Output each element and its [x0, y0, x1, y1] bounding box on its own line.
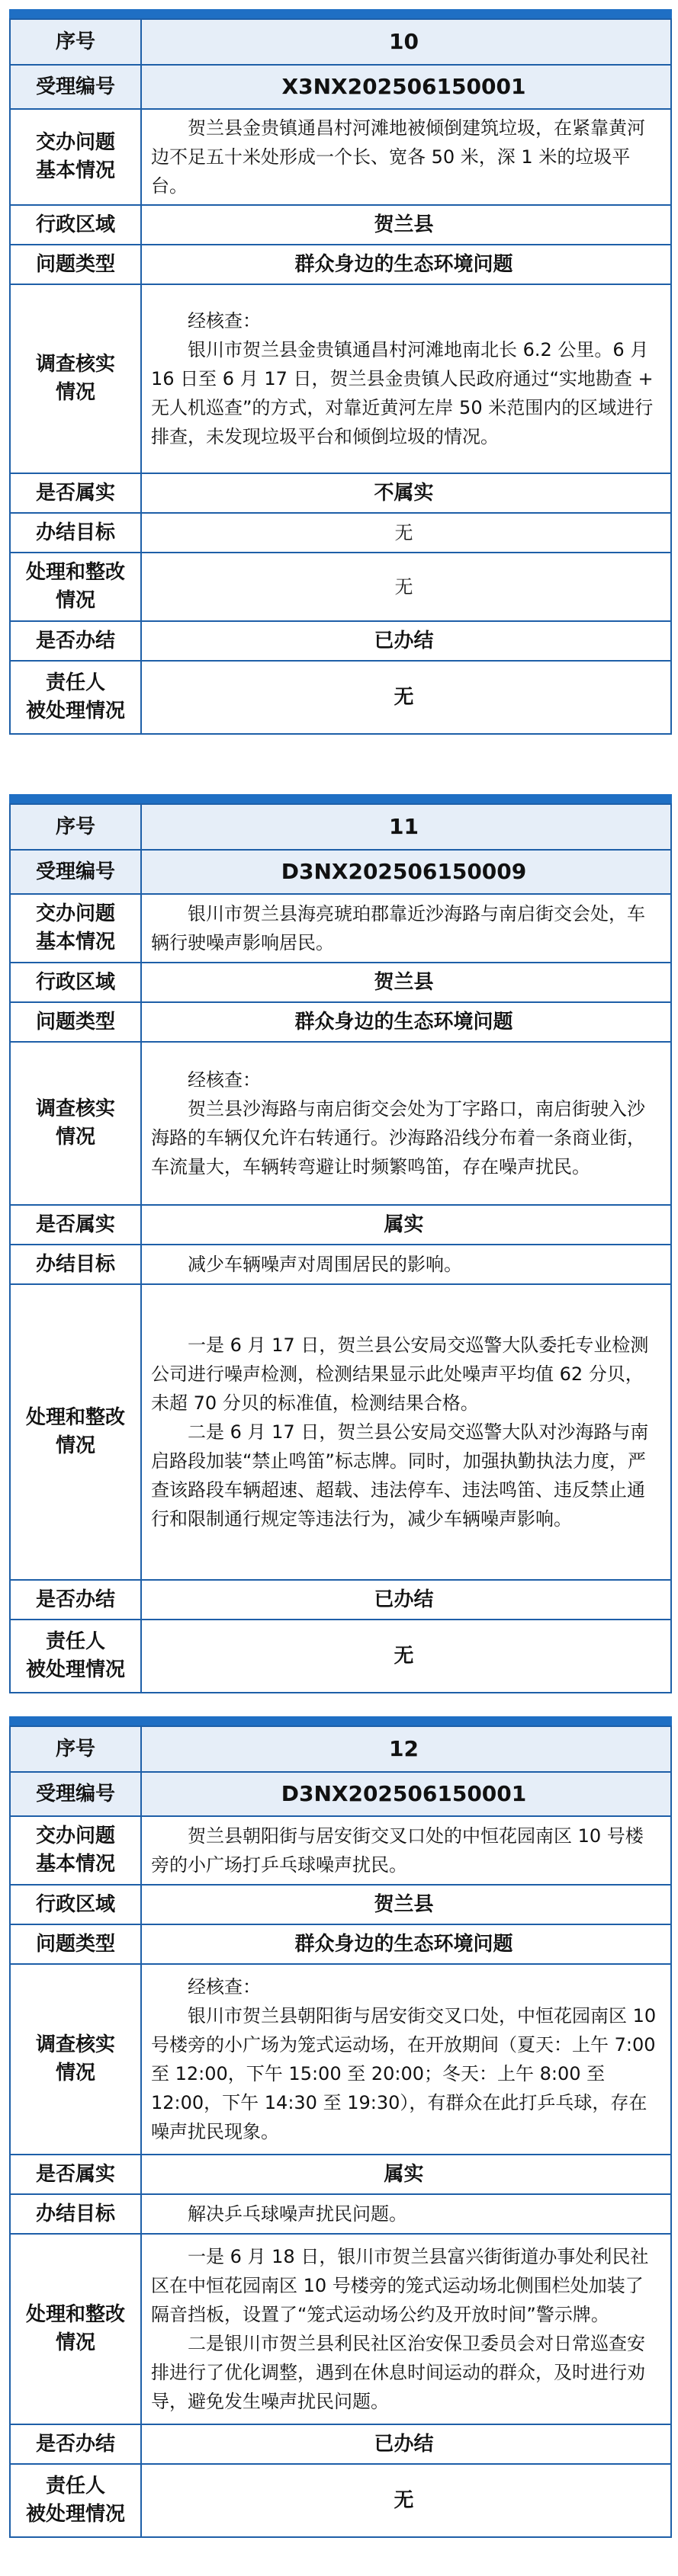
label-true: 是否属实 — [11, 1206, 142, 1244]
value-receipt: D3NX202506150009 — [142, 851, 670, 893]
value-type: 群众身边的生态环境问题 — [294, 1011, 513, 1033]
label-done: 是否办结 — [11, 2425, 142, 2463]
row-seq — [11, 20, 670, 64]
label-type: 问题类型 — [11, 1925, 142, 1963]
label-region: 行政区域 — [11, 1886, 142, 1924]
label-person: 责任人 被处理情况 — [11, 1620, 142, 1692]
row-person — [11, 1619, 670, 1692]
value-handling: 一是 6 月 18 日，银川市贺兰县富兴街街道办事处利民社区在中恒花园南区 10 号楼旁的笼式运动场北侧围栏处加装了隔音挡板，设置了“笼式运动场公约及开放时间”警示牌。 二是银川市贺兰县利民社区治安保卫委员会对日常巡查安排进行了优化调整，遇到在休息时间运动的群众，及时进行劝导，避免发生噪声扰民问题。 — [151, 2246, 649, 2412]
value-type: 群众身边的生态环境问题 — [294, 1933, 513, 1956]
label-investigate: 调查核实 情况 — [11, 1043, 142, 1204]
row-seq — [11, 805, 670, 849]
row-problem — [11, 108, 670, 204]
row-investigate — [11, 1963, 670, 2154]
row-goal — [11, 512, 670, 552]
row-region — [11, 1884, 670, 1924]
label-seq: 序号 — [11, 20, 142, 64]
label-problem: 交办问题 基本情况 — [11, 1817, 142, 1884]
row-receipt — [11, 1771, 670, 1815]
value-done: 已办结 — [374, 2433, 434, 2456]
value-handling: 一是 6 月 17 日，贺兰县公安局交巡警大队委托专业检测公司进行噪声检测，检测结果显示此处噪声平均值 62 分贝，未超 70 分贝的标准值，检测结果合格。 二是 6 月 17 日，贺兰县公安局交巡警大队对沙海路与南启路段加装“禁止鸣笛”标志牌。同时，加强执勤执法力度，严查该路段车辆超速、超载、违法停车、违法鸣笛、违反禁止通行和限制通行规定等违法行为，减少车辆噪声影响。 — [151, 1334, 649, 1530]
value-problem: 贺兰县金贵镇通昌村河滩地被倾倒建筑垃圾，在紧靠黄河边不足五十米处形成一个长、宽各 50 米，深 1 米的垃圾平台。 — [151, 117, 645, 197]
row-person — [11, 2463, 670, 2536]
label-done: 是否办结 — [11, 1581, 142, 1619]
value-person: 无 — [394, 686, 414, 709]
label-true: 是否属实 — [11, 474, 142, 512]
label-seq: 序号 — [11, 805, 142, 849]
row-problem — [11, 893, 670, 962]
row-type — [11, 1924, 670, 1963]
value-problem: 银川市贺兰县海亮琥珀郡靠近沙海路与南启街交会处，车辆行驶噪声影响居民。 — [151, 903, 645, 953]
row-done — [11, 620, 670, 660]
row-region — [11, 204, 670, 244]
value-true: 属实 — [384, 2163, 424, 2186]
value-region: 贺兰县 — [374, 1893, 434, 1916]
label-receipt: 受理编号 — [11, 66, 142, 108]
case-card-12 — [9, 1725, 672, 2538]
value-done: 已办结 — [374, 1588, 434, 1611]
value-goal: 无 — [394, 522, 413, 543]
row-goal — [11, 2193, 670, 2233]
value-region: 贺兰县 — [374, 213, 434, 236]
value-investigate: 经核查： 银川市贺兰县朝阳街与居安街交叉口处，中恒花园南区 10 号楼旁的小广场为笼式运动场，在开放期间（夏天：上午 7:00 至 12:00，下午 15:00 至 20:00；冬天：上午 8:00 至 12:00，下午 14:30 至 19:30），有群众在此打乒乓球，存在噪声扰民现象。 — [151, 1976, 657, 2142]
label-person: 责任人 被处理情况 — [11, 2465, 142, 2536]
label-investigate: 调查核实 情况 — [11, 1965, 142, 2154]
value-true: 属实 — [384, 1213, 424, 1236]
label-investigate: 调查核实 情况 — [11, 285, 142, 473]
row-handling — [11, 2233, 670, 2424]
label-receipt: 受理编号 — [11, 1773, 142, 1815]
row-handling — [11, 552, 670, 620]
value-handling: 无 — [394, 576, 413, 598]
label-person: 责任人 被处理情况 — [11, 662, 142, 733]
row-receipt — [11, 64, 670, 108]
label-problem: 交办问题 基本情况 — [11, 110, 142, 204]
label-handling: 处理和整改 情况 — [11, 1285, 142, 1579]
label-goal: 办结目标 — [11, 1245, 142, 1283]
label-receipt: 受理编号 — [11, 851, 142, 893]
value-problem: 贺兰县朝阳街与居安街交叉口处的中恒花园南区 10 号楼旁的小广场打乒乓球噪声扰民。 — [151, 1825, 644, 1876]
value-receipt: X3NX202506150001 — [142, 66, 670, 108]
label-goal: 办结目标 — [11, 2195, 142, 2233]
value-seq: 11 — [142, 805, 670, 849]
value-seq: 12 — [142, 1727, 670, 1771]
row-true — [11, 2154, 670, 2193]
case-card-10 — [9, 18, 672, 735]
label-true: 是否属实 — [11, 2155, 142, 2193]
row-done — [11, 2424, 670, 2463]
value-investigate: 经核查： 贺兰县沙海路与南启街交会处为丁字路口，南启街驶入沙海路的车辆仅允许右转通行。沙海路沿线分布着一条商业街，车流量大，车辆转弯避让时频繁鸣笛，存在噪声扰民。 — [151, 1069, 645, 1177]
label-region: 行政区域 — [11, 206, 142, 244]
value-true: 不属实 — [374, 482, 434, 505]
row-investigate — [11, 284, 670, 473]
value-done: 已办结 — [374, 630, 434, 652]
row-seq — [11, 1727, 670, 1771]
row-receipt — [11, 849, 670, 893]
label-region: 行政区域 — [11, 963, 142, 1001]
value-seq: 10 — [142, 20, 670, 64]
row-problem — [11, 1815, 670, 1884]
row-handling — [11, 1283, 670, 1579]
value-investigate: 经核查： 银川市贺兰县金贵镇通昌村河滩地南北长 6.2 公里。6 月 16 日至 6 月 17 日，贺兰县金贵镇人民政府通过“实地勘查 + 无人机巡查”的方式，对靠近黄河左岸 50 米范围内的区域进行排查，未发现垃圾平台和倾倒垃圾的情况。 — [151, 310, 654, 447]
label-handling: 处理和整改 情况 — [11, 553, 142, 620]
value-receipt: D3NX202506150001 — [142, 1773, 670, 1815]
row-done — [11, 1579, 670, 1619]
label-goal: 办结目标 — [11, 514, 142, 552]
row-region — [11, 962, 670, 1001]
value-person: 无 — [394, 2489, 414, 2512]
row-true — [11, 1204, 670, 1244]
label-done: 是否办结 — [11, 622, 142, 660]
label-problem: 交办问题 基本情况 — [11, 895, 142, 962]
row-true — [11, 473, 670, 512]
label-seq: 序号 — [11, 1727, 142, 1771]
row-investigate — [11, 1041, 670, 1204]
row-person — [11, 660, 670, 733]
value-person: 无 — [394, 1645, 414, 1668]
label-type: 问题类型 — [11, 1003, 142, 1041]
row-goal — [11, 1244, 670, 1283]
value-region: 贺兰县 — [374, 971, 434, 994]
value-goal: 减少车辆噪声对周围居民的影响。 — [188, 1254, 462, 1275]
value-goal: 解决乒乓球噪声扰民问题。 — [188, 2203, 407, 2225]
case-card-11 — [9, 803, 672, 1693]
value-type: 群众身边的生态环境问题 — [294, 253, 513, 276]
label-type: 问题类型 — [11, 245, 142, 284]
label-handling: 处理和整改 情况 — [11, 2235, 142, 2424]
row-type — [11, 244, 670, 284]
row-type — [11, 1001, 670, 1041]
